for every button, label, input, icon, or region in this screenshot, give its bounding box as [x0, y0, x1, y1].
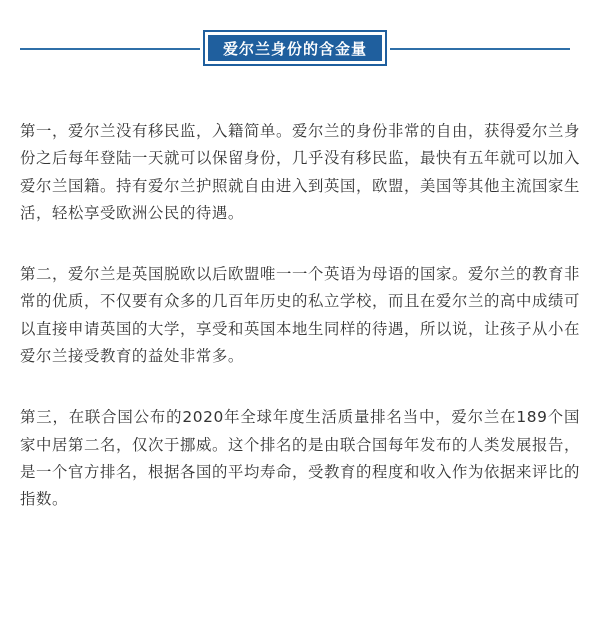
paragraph-1: 第一，爱尔兰没有移民监，入籍简单。爱尔兰的身份非常的自由，获得爱尔兰身份之后每年登陆一天就可以保留身份，几乎没有移民监，最快有五年就可以加入爱尔兰国籍。持有爱尔兰护照就自由进入到英国，欧盟，美国等其他主流国家生活，轻松享受欧洲公民的待遇。 — [20, 122, 580, 222]
header-rule-left — [20, 48, 200, 50]
header-rule-right — [390, 48, 570, 50]
paragraph-3: 第三，在联合国公布的2020年全球年度生活质量排名当中，爱尔兰在189个国家中居第二名，仅次于挪威。这个排名的是由联合国每年发布的人类发展报告，是一个官方排名，根据各国的平均寿命，受教育的程度和收入作为依据来评比的指数。 — [20, 408, 580, 509]
section-header — [0, 0, 590, 100]
section-title: 爱尔兰身份的含金量 — [208, 35, 382, 61]
title-box — [203, 30, 387, 66]
article-body — [20, 118, 580, 514]
paragraph-2: 第二，爱尔兰是英国脱欧以后欧盟唯一一个英语为母语的国家。爱尔兰的教育非常的优质，不仅要有众多的几百年历史的私立学校，而且在爱尔兰的高中成绩可以直接申请英国的大学，享受和英国本地生同样的待遇，所以说，让孩子从小在爱尔兰接受教育的益处非常多。 — [20, 265, 580, 366]
